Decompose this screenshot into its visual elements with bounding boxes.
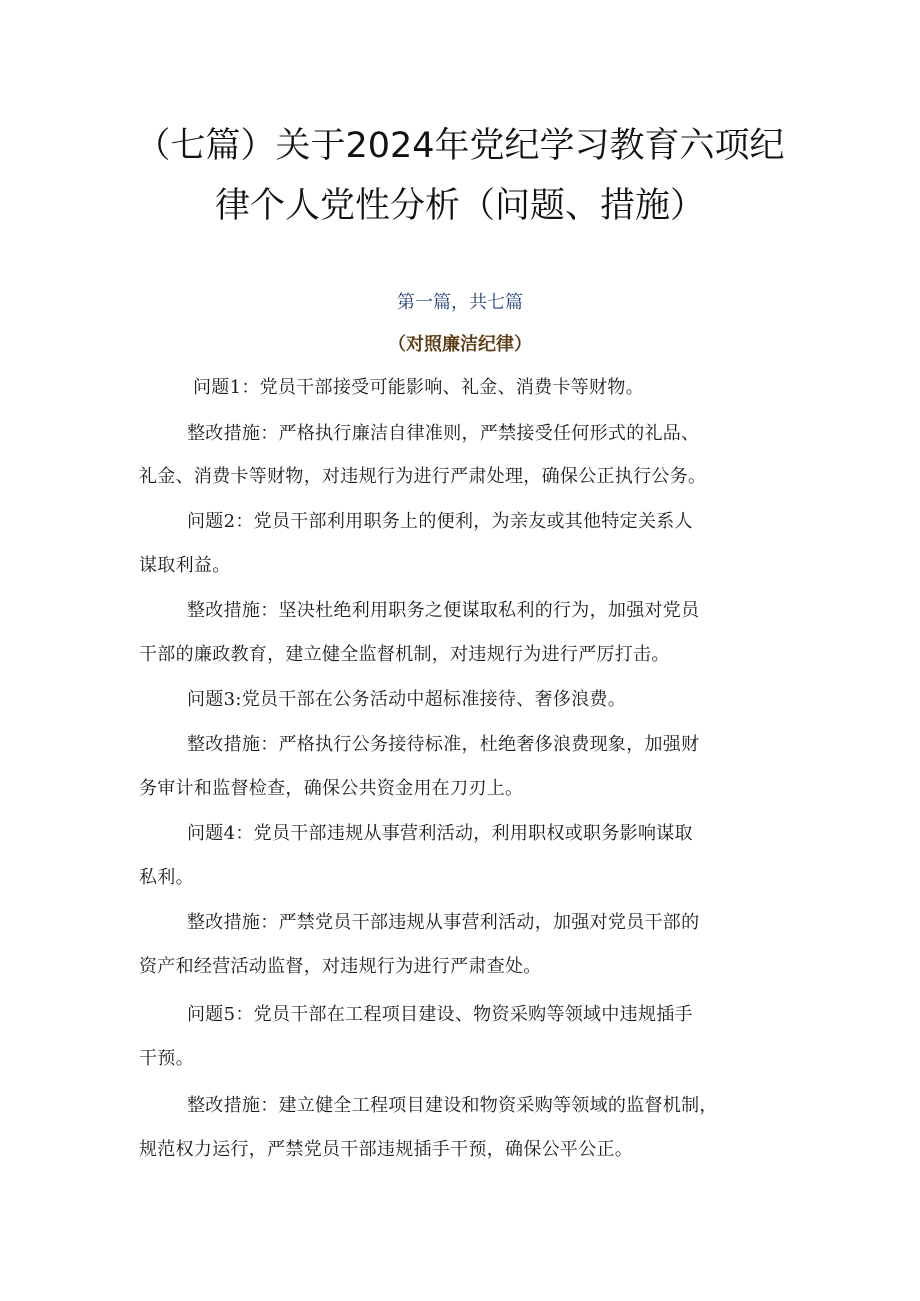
issue-3-line: 问题3:党员干部在公务活动中超标准接待、奢侈浪费。 xyxy=(187,689,627,710)
document-title-line-1: （七篇）关于2024年党纪学习教育六项纪 xyxy=(135,126,785,166)
issue-4-line-2: 私利。 xyxy=(139,867,194,888)
issue-1-line: 问题1：党员干部接受可能影响、礼金、消费卡等财物。 xyxy=(193,377,644,398)
measure-5-line-2: 规范权力运行，严禁党员干部违规插手干预，确保公平公正。 xyxy=(139,1139,634,1160)
issue-5-line-1: 问题5：党员干部在工程项目建设、物资采购等领域中违规插手 xyxy=(187,1004,693,1025)
document-title-line-2: 律个人党性分析（问题、措施） xyxy=(214,186,705,226)
measure-5-line-1: 整改措施：建立健全工程项目建设和物资采购等领域的监督机制， xyxy=(187,1095,718,1116)
issue-5-line-2: 干预。 xyxy=(139,1048,194,1069)
issue-2-line-2: 谋取利益。 xyxy=(139,555,231,576)
measure-4-line-2: 资产和经营活动监督，对违规行为进行严肃查处。 xyxy=(139,956,542,977)
measure-2-line-1: 整改措施：坚决杜绝利用职务之便谋取私利的行为，加强对党员 xyxy=(187,600,700,621)
measure-1-line-2: 礼金、消费卡等财物，对违规行为进行严肃处理，确保公正执行公务。 xyxy=(139,466,707,487)
category-heading: （对照廉洁纪律） xyxy=(388,334,532,355)
measure-2-line-2: 干部的廉政教育，建立健全监督机制，对违规行为进行严厉打击。 xyxy=(139,644,670,665)
chapter-heading: 第一篇，共七篇 xyxy=(397,292,523,313)
measure-4-line-1: 整改措施：严禁党员干部违规从事营利活动，加强对党员干部的 xyxy=(187,912,700,933)
measure-3-line-2: 务审计和监督检查，确保公共资金用在刀刃上。 xyxy=(139,778,524,799)
issue-4-line-1: 问题4：党员干部违规从事营利活动，利用职权或职务影响谋取 xyxy=(187,823,693,844)
measure-1-line-1: 整改措施：严格执行廉洁自律准则，严禁接受任何形式的礼品、 xyxy=(187,423,700,444)
issue-2-line-1: 问题2：党员干部利用职务上的便利，为亲友或其他特定关系人 xyxy=(187,511,693,532)
measure-3-line-1: 整改措施：严格执行公务接待标准，杜绝奢侈浪费现象，加强财 xyxy=(187,734,700,755)
